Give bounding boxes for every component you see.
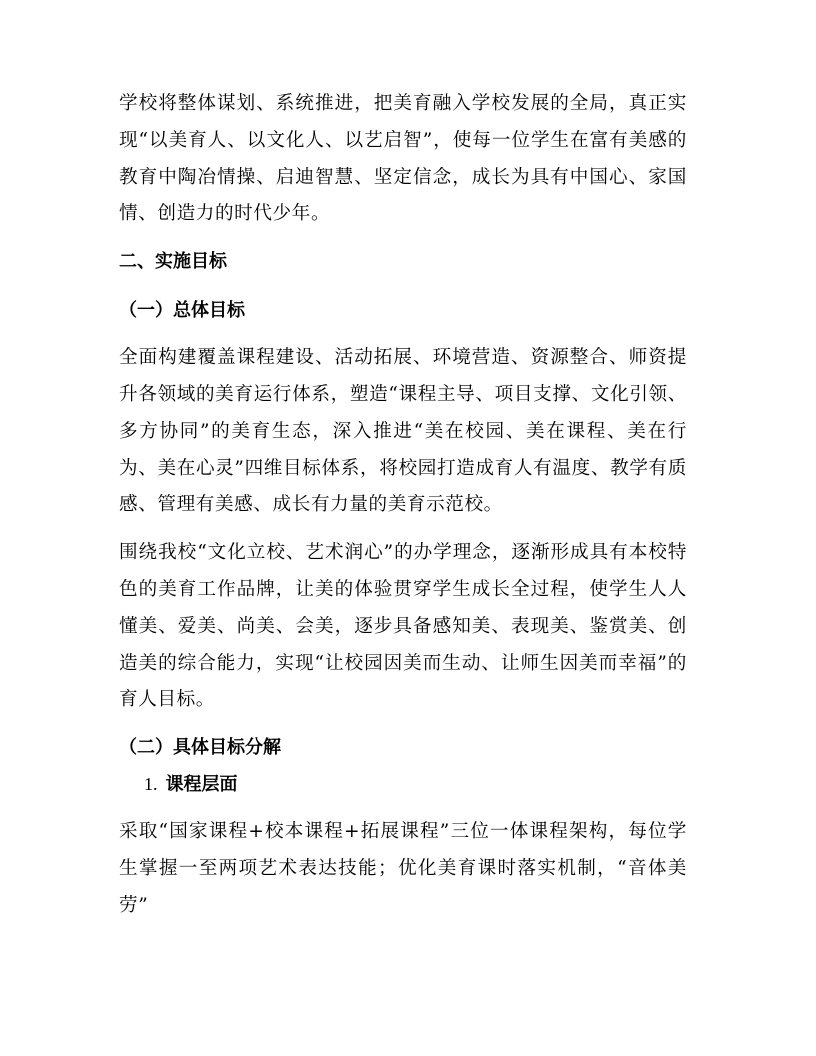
overall-goal-paragraph-1: 全面构建覆盖课程建设、活动拓展、环境营造、资源整合、师资提升各领域的美育运行体系，塑造“课程主导、项目支撑、文化引领、多方协同”的美育生态，深入推进“美在校园、美在课程、美在行为、美在心灵”四维目标体系，将校园打造成育人有温度、教学有质感、管理有美感、成长有力量的美育示范校。 (119, 347, 687, 516)
intro-paragraph: 学校将整体谋划、系统推进，把美育融入学校发展的全局，真正实现“以美育人、以文化人、以艺启智”，使每一位学生在富有美感的教育中陶冶情操、启迪智慧、坚定信念，成长为具有中国心、家国情、创造力的时代少年。 (119, 93, 687, 225)
list-number: 1. (144, 774, 158, 795)
overall-goal-paragraph-2: 围绕我校“文化立校、艺术润心”的办学理念，逐渐形成具有本校特色的美育工作品牌，让美的体验贯穿学生成长全过程，使学生人人懂美、爱美、尚美、会美，逐步具备感知美、表现美、鉴赏美、创造美的综合能力，实现“让校园因美而生动、让师生因美而幸福”的育人目标。 (119, 542, 687, 711)
curriculum-paragraph: 采取“国家课程+校本课程+拓展课程”三位一体课程架构，每位学生掌握一至两项艺术表达技能；优化美育课时落实机制，“音体美劳” (119, 821, 687, 916)
list-heading-text: 课程层面 (165, 774, 238, 796)
numbered-heading-curriculum (119, 766, 687, 803)
document-page (119, 86, 687, 925)
subsection-heading-overall-goal: （一）总体目标 (119, 300, 245, 322)
subsection-heading-specific-goals: （二）具体目标分解 (119, 737, 281, 759)
section-heading-implementation-goals: 二、实施目标 (119, 251, 227, 273)
